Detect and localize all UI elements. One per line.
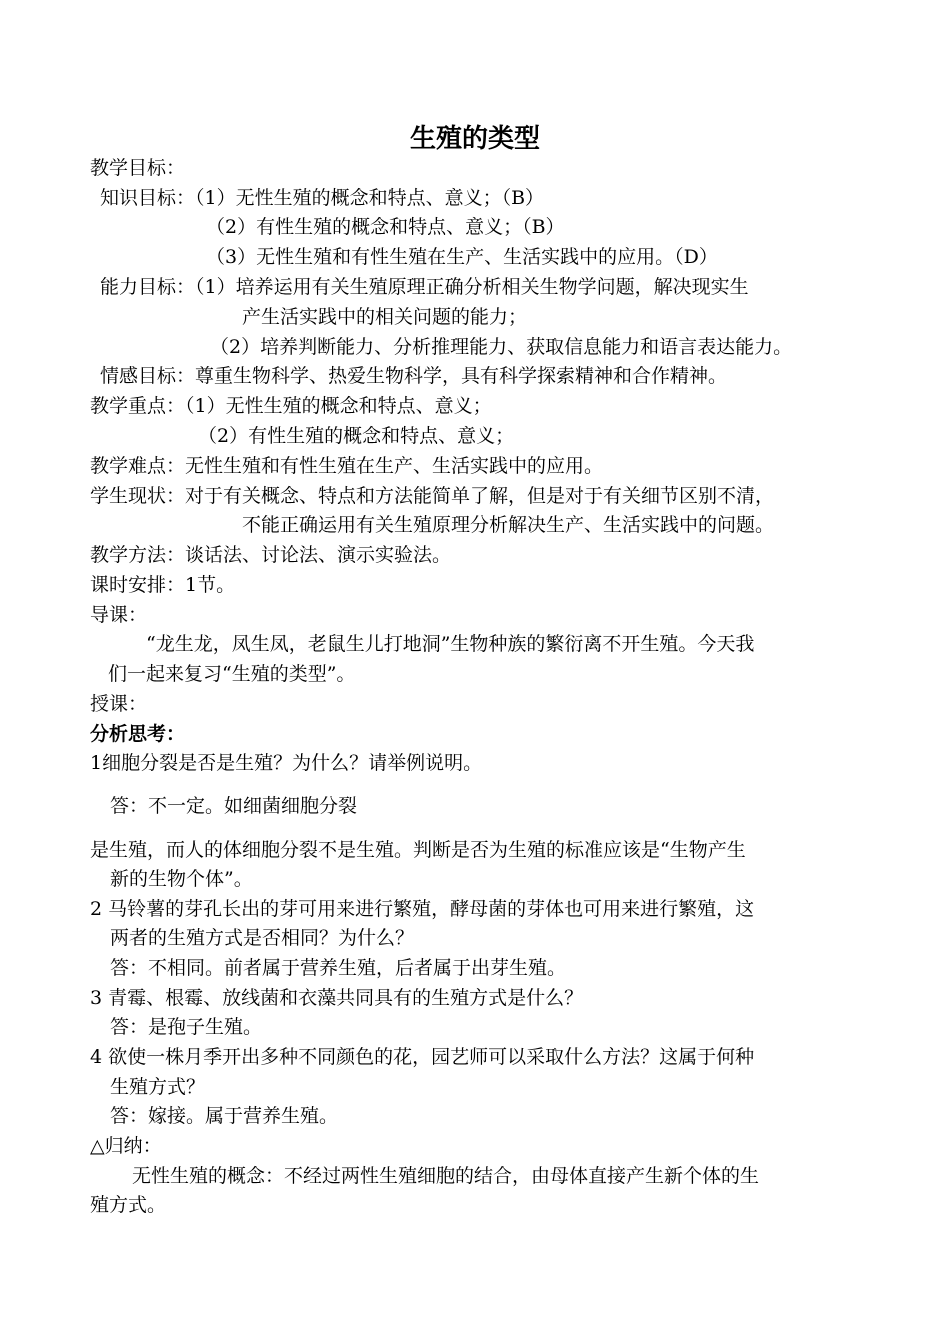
schedule: 课时安排：1节。: [90, 574, 236, 596]
student-status-1: 学生现状：对于有关概念、特点和方法能简单了解，但是对于有关细节区别不清，: [90, 485, 775, 507]
answer-1-line-3: 新的生物个体”。: [110, 868, 253, 890]
goals-heading: 教学目标：: [90, 157, 186, 179]
emotion-goal: 情感目标：尊重生物科学、热爱生物科学，具有科学探索精神和合作精神。: [100, 365, 728, 387]
ability-goal-2: （2）培养判断能力、分析推理能力、获取信息能力和语言表达能力。: [210, 336, 793, 358]
question-4-line-2: 生殖方式？: [110, 1076, 206, 1098]
question-3: 3 青霉、根霉、放线菌和衣藻共同具有的生殖方式是什么？: [90, 987, 584, 1009]
answer-1-line-1: 答：不一定。如细菌细胞分裂: [110, 795, 358, 817]
key-point-2: （2）有性生殖的概念和特点、意义；: [198, 425, 515, 447]
question-2-line-1: 2 马铃薯的芽孔长出的芽可用来进行繁殖，酵母菌的芽体也可用来进行繁殖，这: [90, 898, 755, 920]
knowledge-goal-2: （2）有性生殖的概念和特点、意义；（B）: [206, 216, 565, 238]
answer-1-line-2: 是生殖，而人的体细胞分裂不是生殖。判断是否为生殖的标准应该是“生物产生: [90, 839, 746, 861]
analysis-heading: 分析思考：: [90, 723, 186, 745]
teaching-method: 教学方法：谈话法、讨论法、演示实验法。: [90, 544, 452, 566]
ability-goal-1: 能力目标：（1）培养运用有关生殖原理正确分析相关生物学问题，解决现实生: [100, 276, 749, 298]
summary-heading: △归纳：: [90, 1135, 162, 1157]
intro-line-1: “龙生龙，凤生凤，老鼠生儿打地洞”生物种族的繁衍离不开生殖。今天我: [146, 633, 755, 655]
intro-line-2: 们一起来复习“生殖的类型”。: [108, 663, 356, 685]
answer-4: 答：嫁接。属于营养生殖。: [110, 1105, 339, 1127]
question-1: 1细胞分裂是否是生殖？为什么？请举例说明。: [90, 752, 483, 774]
teach-heading: 授课：: [90, 693, 148, 715]
answer-3: 答：是孢子生殖。: [110, 1016, 263, 1038]
intro-heading: 导课：: [90, 604, 148, 626]
question-2-line-2: 两者的生殖方式是否相同？为什么？: [110, 927, 415, 949]
difficulty: 教学难点：无性生殖和有性生殖在生产、生活实践中的应用。: [90, 455, 604, 477]
ability-goal-1-cont: 产生活实践中的相关问题的能力；: [242, 306, 528, 328]
knowledge-goal-1: 知识目标：（1）无性生殖的概念和特点、意义；（B）: [100, 187, 545, 209]
knowledge-goal-3: （3）无性生殖和有性生殖在生产、生活实践中的应用。（D）: [206, 246, 718, 268]
student-status-2: 不能正确运用有关生殖原理分析解决生产、生活实践中的问题。: [242, 514, 775, 536]
summary-line-2: 殖方式。: [90, 1194, 167, 1216]
summary-line-1: 无性生殖的概念：不经过两性生殖细胞的结合，由母体直接产生新个体的生: [132, 1165, 760, 1187]
answer-2: 答：不相同。前者属于营养生殖，后者属于出芽生殖。: [110, 957, 567, 979]
key-point-1: 教学重点：（1）无性生殖的概念和特点、意义；: [90, 395, 492, 417]
page-title: 生殖的类型: [409, 124, 540, 154]
question-4-line-1: 4 欲使一株月季开出多种不同颜色的花，园艺师可以采取什么方法？这属于何种: [90, 1046, 755, 1068]
